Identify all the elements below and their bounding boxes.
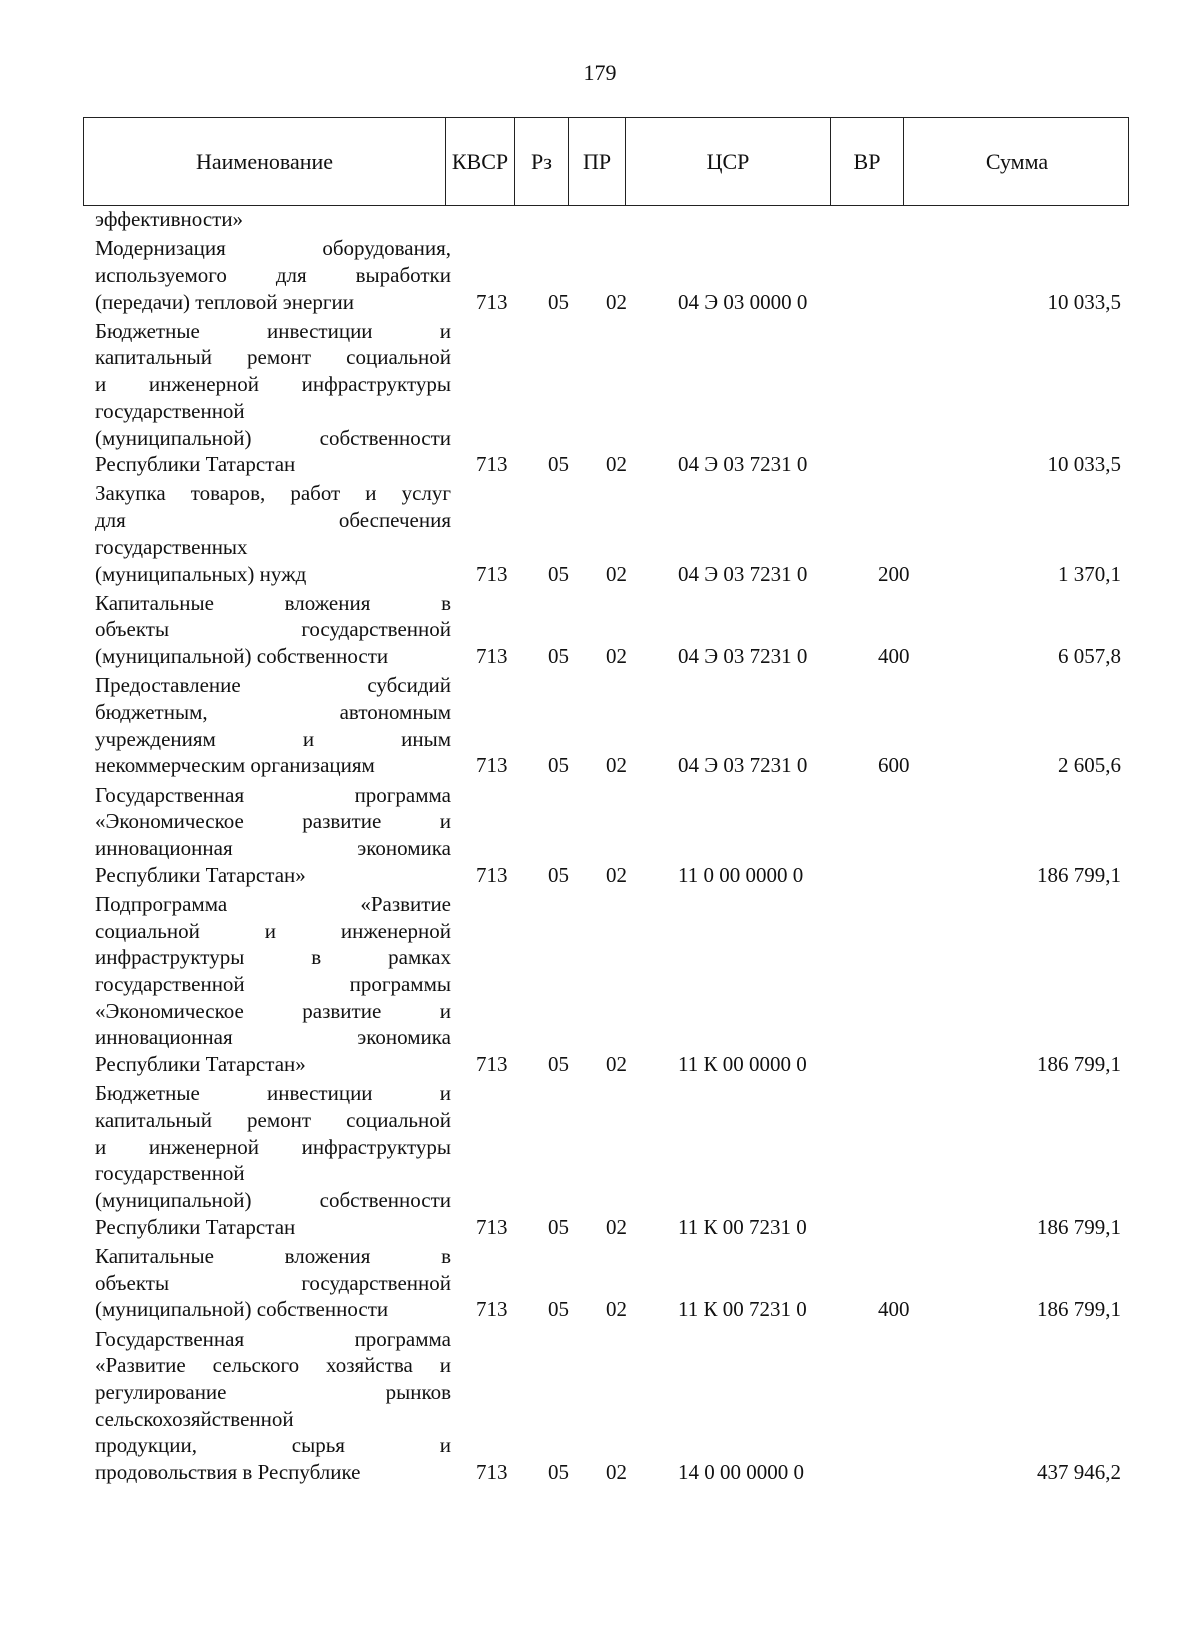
row-vr: 600 [878, 753, 910, 778]
table-row [0, 1080, 1200, 1243]
row-pr: 02 [606, 1214, 627, 1239]
row-name-line: (муниципальных) нужд [95, 561, 307, 586]
row-sum: 186 799,1 [1037, 1297, 1121, 1322]
header-vr: ВР [831, 118, 904, 205]
row-name-line: сельскохозяйственной [95, 1406, 294, 1431]
row-kvsr: 713 [476, 1052, 508, 1077]
row-name-line: «Развитие сельского хозяйства и [95, 1353, 451, 1378]
table-row [0, 1326, 1200, 1489]
row-name-line: (муниципальной) собственности [95, 1297, 389, 1322]
row-pr: 02 [606, 1297, 627, 1322]
row-kvsr: 713 [476, 289, 508, 314]
row-pr: 02 [606, 289, 627, 314]
row-csr: 04 Э 03 7231 0 [678, 452, 808, 477]
row-name [95, 318, 451, 478]
row-csr: 11 К 00 7231 0 [678, 1297, 807, 1322]
table-row [0, 782, 1200, 891]
table-header [83, 117, 1129, 206]
row-rz: 05 [548, 1052, 569, 1077]
row-name-line: некоммерческим организациям [95, 753, 375, 778]
row-csr: 04 Э 03 7231 0 [678, 561, 808, 586]
row-name-line: Государственная программа [95, 1326, 451, 1351]
row-name [95, 1326, 451, 1486]
row-vr: 200 [878, 561, 910, 586]
row-name [95, 891, 451, 1078]
row-pr: 02 [606, 644, 627, 669]
row-name-line: для обеспечения [95, 508, 451, 533]
table-row [0, 891, 1200, 1080]
row-name [95, 206, 451, 233]
table-row [0, 1243, 1200, 1326]
table-row [0, 206, 1200, 235]
row-name-line: используемого для выработки [95, 262, 451, 287]
row-name-line: (муниципальной) собственности [95, 1188, 451, 1213]
row-csr: 04 Э 03 0000 0 [678, 289, 808, 314]
row-name [95, 1243, 451, 1323]
row-rz: 05 [548, 561, 569, 586]
row-name-line: «Экономическое развитие и [95, 809, 451, 834]
row-sum: 437 946,2 [1037, 1460, 1121, 1485]
row-name [95, 590, 451, 670]
row-name-line: государственной [95, 1161, 245, 1186]
row-kvsr: 713 [476, 644, 508, 669]
row-kvsr: 713 [476, 862, 508, 887]
row-rz: 05 [548, 862, 569, 887]
table-row [0, 590, 1200, 673]
row-name-line: Предоставление субсидий [95, 673, 451, 698]
row-name-line: Республики Татарстан» [95, 1052, 306, 1077]
row-name-line: государственной программы [95, 972, 451, 997]
row-csr: 04 Э 03 7231 0 [678, 644, 808, 669]
row-name-line: бюджетным, автономным [95, 700, 451, 725]
row-name-line: социальной и инженерной [95, 918, 451, 943]
row-kvsr: 713 [476, 1297, 508, 1322]
row-rz: 05 [548, 1297, 569, 1322]
row-name-line: продукции, сырья и [95, 1433, 451, 1458]
row-name [95, 672, 451, 779]
row-name-line: инновационная экономика [95, 1025, 451, 1050]
row-pr: 02 [606, 1460, 627, 1485]
row-pr: 02 [606, 452, 627, 477]
row-name-line: Бюджетные инвестиции и [95, 318, 451, 343]
row-name-line: и инженерной инфраструктуры [95, 1134, 451, 1159]
row-name-line: инфраструктуры в рамках [95, 945, 451, 970]
row-sum: 186 799,1 [1037, 1214, 1121, 1239]
row-name-line: учреждениям и иным [95, 726, 451, 751]
row-name [95, 235, 451, 315]
row-vr: 400 [878, 1297, 910, 1322]
row-sum: 6 057,8 [1058, 644, 1121, 669]
row-name-line: «Экономическое развитие и [95, 998, 451, 1023]
table-row [0, 318, 1200, 481]
row-csr: 11 0 00 0000 0 [678, 862, 804, 887]
row-sum: 186 799,1 [1037, 1052, 1121, 1077]
row-rz: 05 [548, 289, 569, 314]
row-rz: 05 [548, 1460, 569, 1485]
row-vr: 400 [878, 644, 910, 669]
header-rz: Рз [515, 118, 569, 205]
row-pr: 02 [606, 753, 627, 778]
row-kvsr: 713 [476, 1214, 508, 1239]
row-sum: 1 370,1 [1058, 561, 1121, 586]
header-kvsr: КВСР [446, 118, 515, 205]
row-kvsr: 713 [476, 561, 508, 586]
row-rz: 05 [548, 644, 569, 669]
row-csr: 04 Э 03 7231 0 [678, 753, 808, 778]
row-name-line: Бюджетные инвестиции и [95, 1081, 451, 1106]
row-name-line: Республики Татарстан» [95, 862, 306, 887]
page-number: 179 [583, 60, 617, 85]
row-sum: 186 799,1 [1037, 862, 1121, 887]
row-csr: 11 К 00 0000 0 [678, 1052, 807, 1077]
row-name-line: Государственная программа [95, 782, 451, 807]
row-sum: 10 033,5 [1047, 289, 1121, 314]
row-name [95, 1080, 451, 1240]
row-name-line: (муниципальной) собственности [95, 644, 389, 669]
row-rz: 05 [548, 753, 569, 778]
row-name-line: Подпрограмма «Развитие [95, 891, 451, 916]
row-kvsr: 713 [476, 1460, 508, 1485]
row-name-line: (передачи) тепловой энергии [95, 289, 354, 314]
row-name [95, 480, 451, 587]
row-name-line: государственных [95, 534, 248, 559]
row-sum: 10 033,5 [1047, 452, 1121, 477]
row-name-line: регулирование рынков [95, 1380, 451, 1405]
row-name-line: объекты государственной [95, 1270, 451, 1295]
row-csr: 11 К 00 7231 0 [678, 1214, 807, 1239]
row-pr: 02 [606, 862, 627, 887]
header-sum: Сумма [985, 148, 1049, 174]
header-pr: ПР [569, 118, 626, 205]
row-pr: 02 [606, 1052, 627, 1077]
row-name-line: капитальный ремонт социальной [95, 345, 451, 370]
row-name-line: Республики Татарстан [95, 452, 296, 477]
row-pr: 02 [606, 561, 627, 586]
row-sum: 2 605,6 [1058, 753, 1121, 778]
table-row [0, 672, 1200, 781]
table-body [0, 206, 1200, 1488]
row-name-line: капитальный ремонт социальной [95, 1108, 451, 1133]
row-csr: 14 0 00 0000 0 [678, 1460, 804, 1485]
header-csr: ЦСР [626, 118, 831, 205]
row-name-line: Закупка товаров, работ и услуг [95, 481, 451, 506]
row-name-line: и инженерной инфраструктуры [95, 372, 451, 397]
row-name-line: Модернизация оборудования, [95, 236, 451, 261]
row-name-line: объекты государственной [95, 617, 451, 642]
row-name-line: продовольствия в Республике [95, 1460, 361, 1485]
row-name [95, 782, 451, 889]
row-name-line: эффективности» [95, 207, 244, 231]
table-row [0, 235, 1200, 318]
header-name: Наименование [84, 118, 446, 205]
table-row [0, 480, 1200, 589]
row-kvsr: 713 [476, 452, 508, 477]
row-kvsr: 713 [476, 753, 508, 778]
row-name-line: государственной [95, 398, 245, 423]
row-rz: 05 [548, 1214, 569, 1239]
row-name-line: инновационная экономика [95, 836, 451, 861]
row-rz: 05 [548, 452, 569, 477]
row-name-line: Республики Татарстан [95, 1214, 296, 1239]
row-name-line: Капитальные вложения в [95, 1244, 451, 1269]
row-name-line: (муниципальной) собственности [95, 425, 451, 450]
row-name-line: Капитальные вложения в [95, 590, 451, 615]
